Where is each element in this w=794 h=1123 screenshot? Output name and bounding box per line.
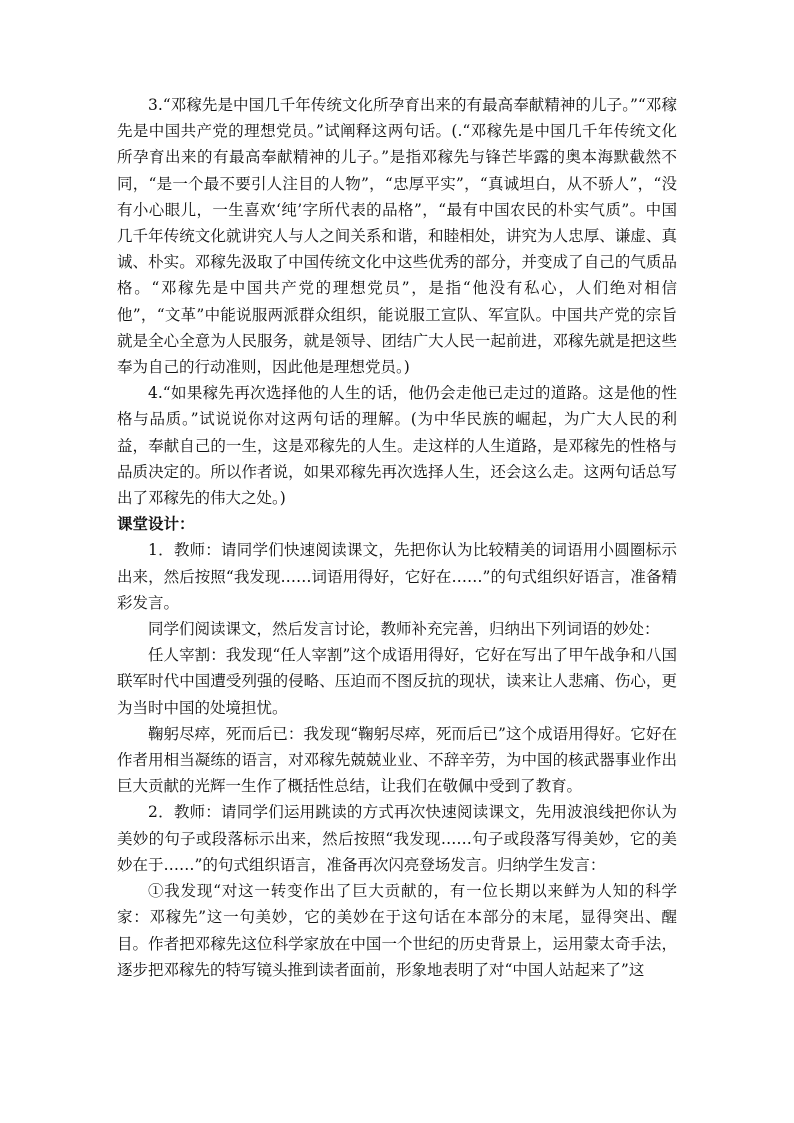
paragraph-design-2: 同学们阅读课文，然后发言讨论，教师补充完善，归纳出下列词语的妙处： bbox=[148, 620, 660, 639]
paragraph-design-4: 鞠躬尽瘁，死而后已：我发现“鞠躬尽瘁，死而后已”这个成语用得好。它好在作者用相当凝练的语言，对邓稼先兢兢业业、不辞辛劳，为中国的核武器事业作出巨大贡献的光辉一生作了概括性总结，让我们在敬佩中受到了教育。 bbox=[117, 724, 677, 796]
paragraph-question-4: 4.“如果稼先再次选择他的人生的话，他仍会走他已走过的道路。这是他的性格与品质。”试说说你对这两句话的理解。(为中华民族的崛起，为广大人民的利益，奉献自己的一生，这是邓稼先的人生。走这样的人生道路，是邓稼先的性格与品质决定的。所以作者说，如果邓稼先再次选择人生，还会这么走。这两句话总写出了邓稼先的伟大之处。) bbox=[117, 384, 677, 508]
paragraph-design-1: 1．教师：请同学们快速阅读课文，先把你认为比较精美的词语用小圆圈标示出来，然后按照“我发现……词语用得好，它好在……”的句式组织好语言，准备精彩发言。 bbox=[117, 541, 677, 612]
paragraph-design-3: 任人宰割：我发现“任人宰割”这个成语用得好，它好在写出了甲午战争和八国联军时代中国遭受列强的侵略、压迫而不图反抗的现状，读来让人悲痛、伤心，更为当时中国的处境担忧。 bbox=[117, 646, 677, 717]
paragraph-design-5: 2．教师：请同学们运用跳读的方式再次快速阅读课文，先用波浪线把你认为美妙的句子或段落标示出来，然后按照“我发现……句子或段落写得美妙，它的美妙在于……”的句式组织语言，准备再次闪亮登场发言。归纳学生发言： bbox=[117, 803, 677, 874]
document-body bbox=[117, 92, 677, 983]
paragraph-design-6: ①我发现“对这一转变作出了巨大贡献的，有一位长期以来鲜为人知的科学家：邓稼先”这一句美妙，它的美妙在于这句话在本部分的末尾，显得突出、醒目。作者把邓稼先这位科学家放在中国一个世纪的历史背景上，运用蒙太奇手法，逐步把邓稼先的特写镜头推到读者面前，形象地表明了对“中国人站起来了”这 bbox=[117, 882, 677, 979]
paragraph-question-3: 3.“邓稼先是中国几千年传统文化所孕育出来的有最高奉献精神的儿子。”“邓稼先是中国共产党的理想党员。”试阐释这两句话。(.“邓稼先是中国几千年传统文化所孕育出来的有最高奉献精神的儿子。”是指邓稼先与锋芒毕露的奥本海默截然不同，“是一个最不要引人注目的人物”，“忠厚平实”，“真诚坦白，从不骄人”，“没有小心眼儿，一生喜欢‘纯’字所代表的品格”，“最有中国农民的朴实气质”。中国几千年传统文化就讲究人与人之间关系和谐，和睦相处，讲究为人忠厚、谦虚、真诚、朴实。邓稼先汲取了中国传统文化中这些优秀的部分，并变成了自己的气质品格。“邓稼先是中国共产党的理想党员”，是指“他没有私心，人们绝对相信他”，“文革”中能说服两派群众组织，能说服工宣队、军宣队。中国共产党的宗旨就是全心全意为人民服务，就是领导、团结广大人民一起前进，邓稼先就是把这些奉为自己的行动准则，因此他是理想党员。) bbox=[117, 96, 677, 377]
section-heading: 课堂设计： bbox=[117, 514, 195, 534]
